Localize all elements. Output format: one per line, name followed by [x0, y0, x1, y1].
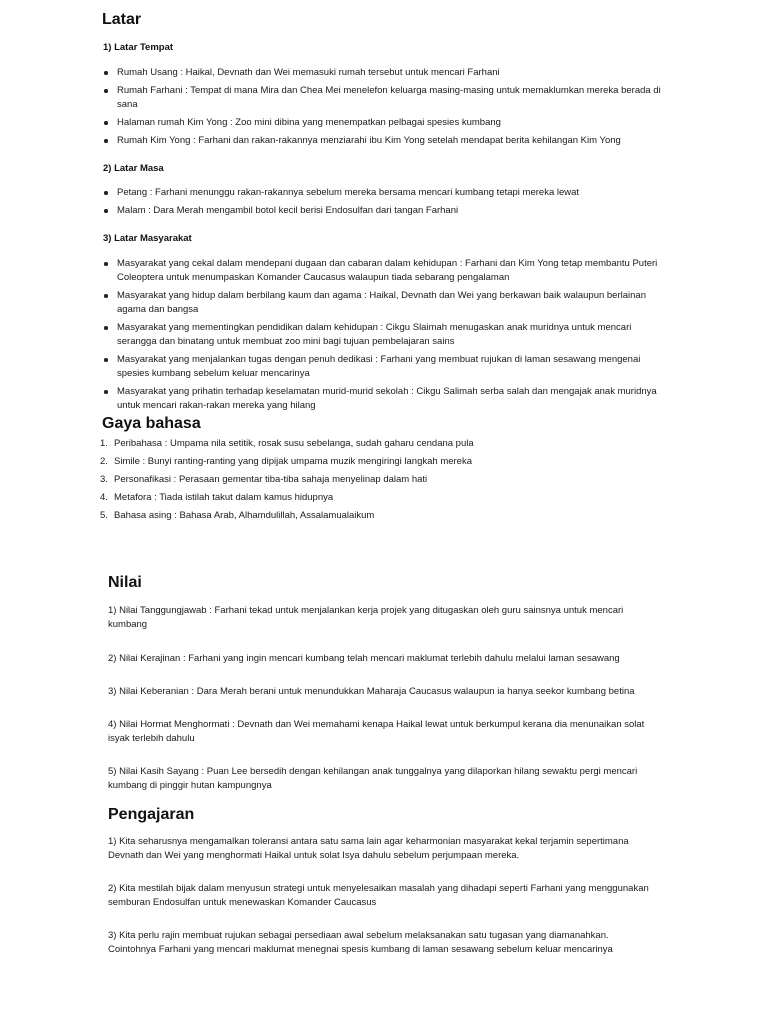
list-text: Personafikasi : Perasaan gementar tiba-tiba sahaja menyelinap dalam hati	[114, 474, 428, 485]
pengajaran-item: 2) Kita mestilah bijak dalam menyusun strategi untuk menyelesaikan masalah yang dihadapi seperti Farhani yang menggunakan semburan Endosulfan untuk menewaskan Komander Caucasus	[108, 883, 649, 908]
nilai-item: 1) Nilai Tanggungjawab : Farhani tekad untuk menjalankan kerja projek yang ditugaskan oleh guru sainsnya untuk mencari kumbang	[108, 605, 624, 630]
section-title-pengajaran: Pengajaran	[108, 806, 195, 823]
list-number: 5.	[100, 510, 108, 521]
pengajaran-item: 3) Kita perlu rajin membuat rujukan sebagai persediaan awal sebelum melaksanakan satu tugasan yang diamanahkan. Cointohnya Farhani yang mencari maklumat menegnai spesis kumbang di laman sesawang sebelum keluar mencarinya	[108, 930, 613, 955]
list-text: Bahasa asing : Bahasa Arab, Alhamdulillah, Assalamualaikum	[114, 510, 375, 521]
latar-masyarakat-list	[102, 257, 662, 413]
section-title-nilai: Nilai	[108, 574, 142, 591]
nilai-item: 5) Nilai Kasih Sayang : Puan Lee bersedih dengan kehilangan anak tunggalnya yang dilaporkan hilang sewaktu pergi mencari kumbang di pinggir hutan kampungnya	[108, 766, 638, 791]
list-item: Masyarakat yang cekal dalam mendepani dugaan dan cabaran dalam kehidupan : Farhani dan Kim Yong tetap membantu Puteri Coleoptera untuk menumpaskan Komander Caucasus walaupun tiada sebarang pengalaman	[102, 257, 662, 285]
list-item: Rumah Farhani : Tempat di mana Mira dan Chea Mei menelefon keluarga masing-masing untuk memaklumkan mereka berada di sana	[102, 84, 662, 112]
list-item	[100, 509, 660, 523]
pengajaran-item: 1) Kita seharusnya mengamalkan toleransi antara satu sama lain agar keharmonian masyarakat kekal terjamin sepertimana Devnath dan Wei yang menghormati Haikal untuk solat Isya dahulu sebelum perjumpaan mereka.	[108, 836, 629, 861]
list-item	[100, 473, 660, 487]
subheading-latar-masa: 2) Latar Masa	[103, 163, 164, 174]
list-item: Malam : Dara Merah mengambil botol kecil berisi Endosulfan dari tangan Farhani	[102, 204, 662, 218]
list-item: Halaman rumah Kim Yong : Zoo mini dibina yang menempatkan pelbagai spesies kumbang	[102, 116, 662, 130]
list-item	[100, 437, 660, 451]
list-item: Petang : Farhani menunggu rakan-rakannya sebelum mereka bersama mencari kumbang tetapi mereka lewat	[102, 186, 662, 200]
list-item: Masyarakat yang prihatin terhadap keselamatan murid-murid sekolah : Cikgu Salimah serba salah dan mengajak anak muridnya untuk mencari rakan-rakan mereka yang hilang	[102, 385, 662, 413]
list-number: 2.	[100, 456, 108, 467]
list-item: Masyarakat yang mementingkan pendidikan dalam kehidupan : Cikgu Slaimah menugaskan anak muridnya untuk mencari serangga dan binatang untuk membuat zoo mini bagi tujuan pembelajaran sains	[102, 321, 662, 349]
list-number: 1.	[100, 438, 108, 449]
gaya-bahasa-list	[100, 437, 660, 523]
latar-tempat-list	[102, 66, 662, 148]
list-item: Rumah Kim Yong : Farhani dan rakan-rakannya menziarahi ibu Kim Yong setelah mendapat berita kehilangan Kim Yong	[102, 134, 662, 148]
list-text: Peribahasa : Umpama nila setitik, rosak susu sebelanga, sudah gaharu cendana pula	[114, 438, 474, 449]
list-item: Masyarakat yang hidup dalam berbilang kaum dan agama : Haikal, Devnath dan Wei yang berkawan baik walaupun berlainan agama dan bangsa	[102, 289, 662, 317]
list-text: Metafora : Tiada istilah takut dalam kamus hidupnya	[114, 492, 334, 503]
section-title-gaya-bahasa: Gaya bahasa	[102, 415, 201, 432]
list-item: Masyarakat yang menjalankan tugas dengan penuh dedikasi : Farhani yang membuat rujukan di laman sesawang mengenai spesies kumbang sebelum keluar mencarinya	[102, 353, 662, 381]
nilai-item: 3) Nilai Keberanian : Dara Merah berani untuk menundukkan Maharaja Caucasus walaupun ia hanya seekor kumbang betina	[108, 686, 635, 697]
section-title-latar: Latar	[102, 11, 142, 28]
list-number: 3.	[100, 474, 108, 485]
latar-masa-list	[102, 186, 662, 218]
nilai-item: 4) Nilai Hormat Menghormati : Devnath dan Wei memahami kenapa Haikal lewat untuk berkumpul kerana dia menunaikan solat isyak terlebih dahulu	[108, 719, 645, 744]
subheading-latar-tempat: 1) Latar Tempat	[103, 42, 174, 53]
list-item	[100, 455, 660, 469]
list-number: 4.	[100, 492, 108, 503]
list-item: Rumah Usang : Haikal, Devnath dan Wei memasuki rumah tersebut untuk mencari Farhani	[102, 66, 662, 80]
subheading-latar-masyarakat: 3) Latar Masyarakat	[103, 233, 192, 244]
nilai-item: 2) Nilai Kerajinan : Farhani yang ingin mencari kumbang telah mencari maklumat terlebih dahulu melalui laman sesawang	[108, 653, 620, 664]
list-item	[100, 491, 660, 505]
list-text: Simile : Bunyi ranting-ranting yang dipijak umpama muzik mengiringi langkah mereka	[114, 456, 473, 467]
